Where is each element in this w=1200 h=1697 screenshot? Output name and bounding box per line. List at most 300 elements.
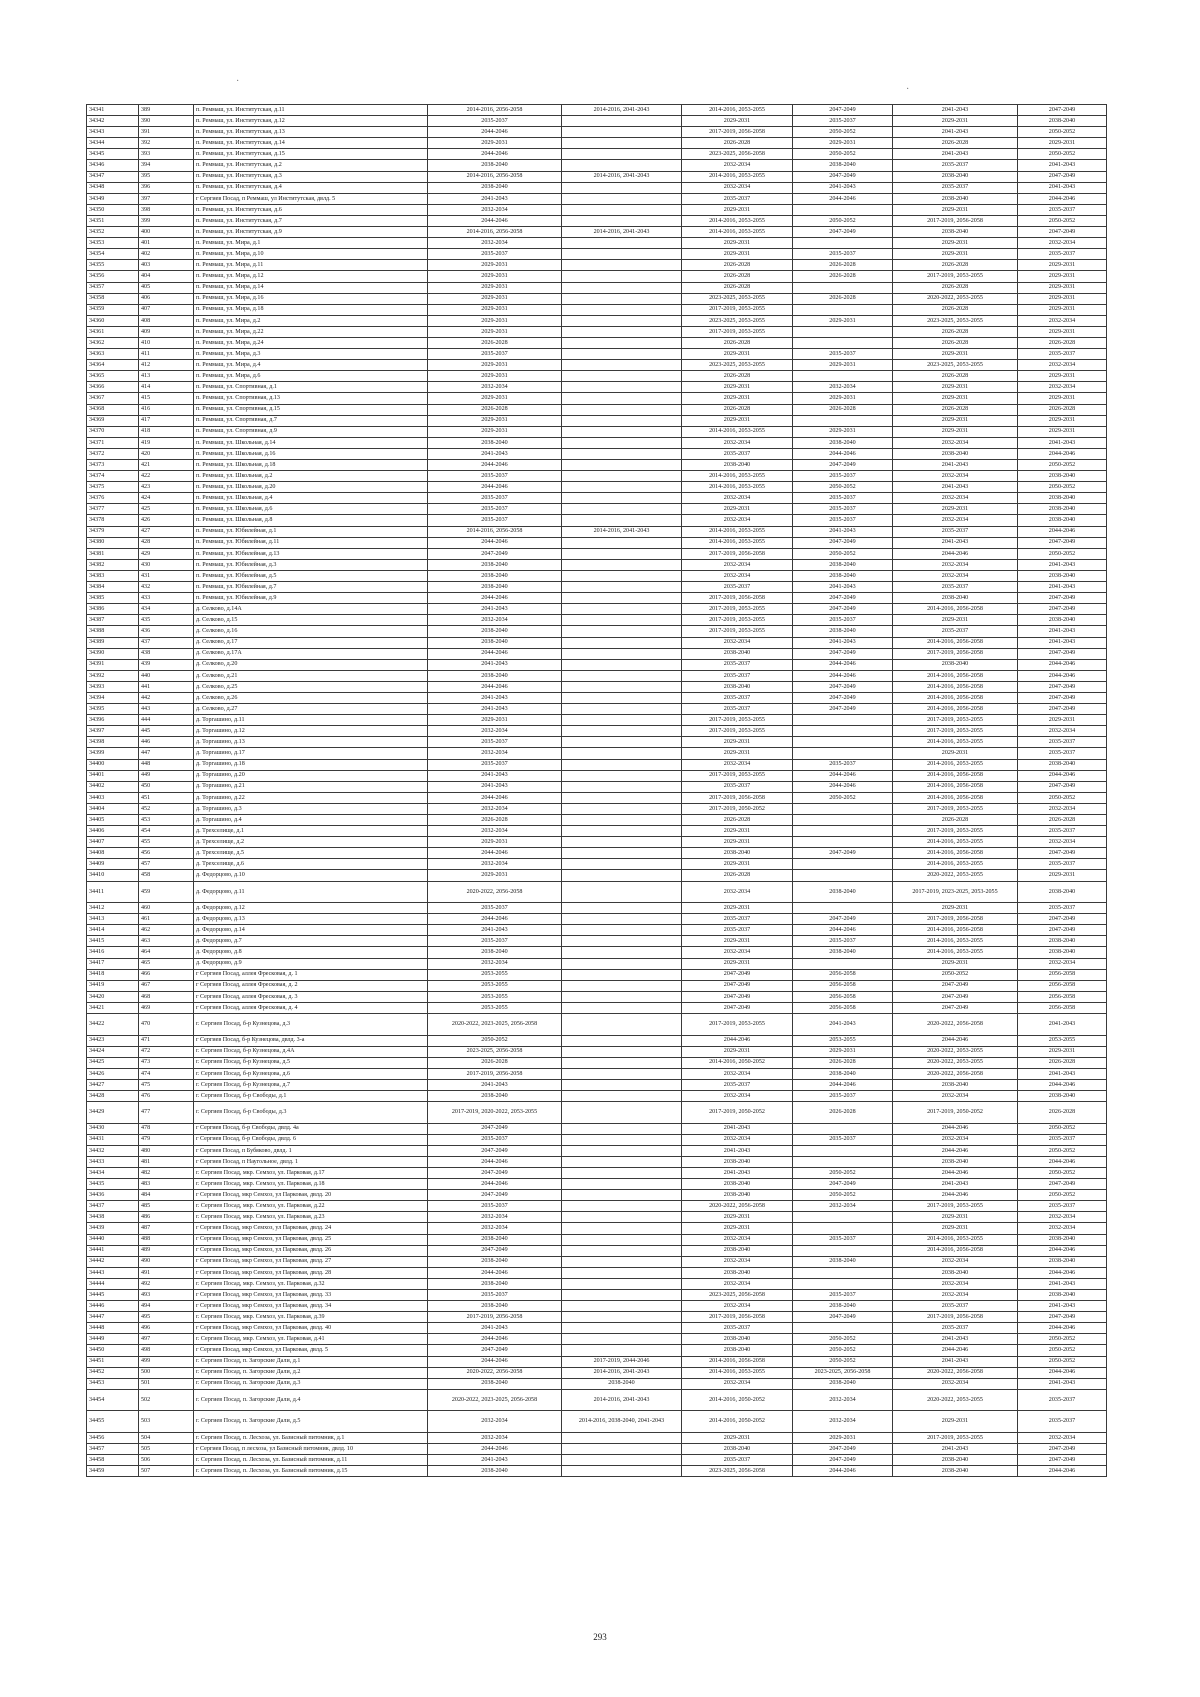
repair-period-cell-1: 2032-2034 — [428, 382, 562, 393]
row-number-cell: 467 — [139, 980, 194, 991]
address-cell: п. Реммаш, ул. Юбилейная, д.1 — [194, 526, 428, 537]
row-number-cell: 479 — [139, 1134, 194, 1145]
repair-period-cell-1: 2047-2049 — [428, 1145, 562, 1156]
repair-period-cell-2 — [562, 204, 682, 215]
row-number-cell: 395 — [139, 171, 194, 182]
repair-period-cell-2 — [562, 249, 682, 260]
row-id-cell: 34362 — [87, 337, 139, 348]
repair-period-cell-2 — [562, 637, 682, 648]
table-row — [87, 958, 1107, 969]
repair-period-cell-5: 2029-2031 — [893, 249, 1018, 260]
repair-period-cell-1: 2038-2040 — [428, 1256, 562, 1267]
row-number-cell: 442 — [139, 692, 194, 703]
row-id-cell: 34369 — [87, 415, 139, 426]
repair-period-cell-5: 2035-2037 — [893, 1323, 1018, 1334]
repair-period-cell-3: 2017-2019, 2053-2055 — [682, 304, 793, 315]
repair-period-cell-2 — [562, 870, 682, 881]
repair-period-cell-1: 2038-2040 — [428, 570, 562, 581]
row-id-cell: 34394 — [87, 692, 139, 703]
row-id-cell: 34449 — [87, 1334, 139, 1345]
repair-period-cell-2: 2014-2016, 2041-2043 — [562, 526, 682, 537]
repair-period-cell-1: 2038-2040 — [428, 637, 562, 648]
repair-period-cell-5: 2017-2019, 2053-2055 — [893, 1201, 1018, 1212]
repair-period-cell-5: 2032-2034 — [893, 1134, 1018, 1145]
repair-period-cell-6: 2044-2046 — [1018, 1367, 1107, 1378]
repair-period-cell-1: 2047-2049 — [428, 1123, 562, 1134]
repair-period-cell-1: 2050-2052 — [428, 1035, 562, 1046]
repair-period-cell-4: 2029-2031 — [793, 393, 893, 404]
repair-period-cell-2 — [562, 792, 682, 803]
repair-period-cell-1: 2032-2034 — [428, 1411, 562, 1433]
repair-period-cell-3: 2029-2031 — [682, 382, 793, 393]
row-id-cell: 34425 — [87, 1057, 139, 1068]
repair-period-cell-6: 2050-2052 — [1018, 482, 1107, 493]
repair-period-cell-5: 2014-2016, 2053-2055 — [893, 859, 1018, 870]
repair-period-cell-3: 2026-2028 — [682, 337, 793, 348]
row-number-cell: 402 — [139, 249, 194, 260]
row-id-cell: 34368 — [87, 404, 139, 415]
address-cell: д. Селково, д.14А — [194, 604, 428, 615]
table-row — [87, 593, 1107, 604]
address-cell: г Сергиев Посад, аллея Фресковая, д. 1 — [194, 969, 428, 980]
repair-period-cell-5: 2041-2043 — [893, 105, 1018, 116]
address-cell: п. Реммаш, ул. Школьная, д.6 — [194, 504, 428, 515]
row-number-cell: 480 — [139, 1145, 194, 1156]
repair-period-cell-1: 2026-2028 — [428, 815, 562, 826]
repair-period-cell-2 — [562, 182, 682, 193]
row-number-cell: 464 — [139, 947, 194, 958]
repair-period-cell-4: 2038-2040 — [793, 947, 893, 958]
repair-period-cell-1: 2029-2031 — [428, 315, 562, 326]
address-cell: п. Реммаш, ул. Мира, д.2 — [194, 315, 428, 326]
address-cell: г. Сергиев Посад, мкр. Семхоз, ул. Парковая, д.32 — [194, 1278, 428, 1289]
table-row — [87, 815, 1107, 826]
repair-period-cell-4: 2026-2028 — [793, 293, 893, 304]
repair-period-cell-6: 2056-2058 — [1018, 980, 1107, 991]
repair-period-cell-3: 2047-2049 — [682, 980, 793, 991]
repair-period-cell-2 — [562, 1102, 682, 1124]
repair-period-cell-1: 2029-2031 — [428, 282, 562, 293]
repair-period-cell-4: 2026-2028 — [793, 260, 893, 271]
repair-period-cell-2 — [562, 460, 682, 471]
repair-period-cell-4: 2035-2037 — [793, 515, 893, 526]
repair-period-cell-5: 2038-2040 — [893, 1466, 1018, 1477]
address-cell: д. Федорцово, д.11 — [194, 881, 428, 903]
row-number-cell: 397 — [139, 193, 194, 204]
repair-period-cell-6: 2035-2037 — [1018, 204, 1107, 215]
repair-period-cell-4: 2038-2040 — [793, 160, 893, 171]
address-cell: п. Реммаш, ул. Мира, д.22 — [194, 326, 428, 337]
repair-period-cell-6: 2029-2031 — [1018, 870, 1107, 881]
repair-period-cell-5: 2038-2040 — [893, 659, 1018, 670]
repair-period-cell-5: 2041-2043 — [893, 1179, 1018, 1190]
row-number-cell: 482 — [139, 1167, 194, 1178]
repair-period-cell-5: 2032-2034 — [893, 437, 1018, 448]
repair-period-cell-5: 2032-2034 — [893, 1278, 1018, 1289]
repair-period-cell-4: 2029-2031 — [793, 1432, 893, 1443]
row-id-cell: 34408 — [87, 848, 139, 859]
row-number-cell: 491 — [139, 1267, 194, 1278]
repair-period-cell-2: 2038-2040 — [562, 1378, 682, 1389]
repair-period-cell-2 — [562, 304, 682, 315]
row-number-cell: 471 — [139, 1035, 194, 1046]
repair-period-cell-6: 2032-2034 — [1018, 382, 1107, 393]
repair-period-cell-4: 2047-2049 — [793, 171, 893, 182]
repair-period-cell-6: 2029-2031 — [1018, 393, 1107, 404]
table-row — [87, 637, 1107, 648]
address-cell: г. Сергиев Посад, мкр. Семхоз, ул. Парковая, д.22 — [194, 1201, 428, 1212]
table-row — [87, 837, 1107, 848]
repair-period-cell-6: 2047-2049 — [1018, 593, 1107, 604]
repair-period-cell-4: 2035-2037 — [793, 249, 893, 260]
repair-period-cell-2 — [562, 215, 682, 226]
repair-period-cell-4 — [793, 870, 893, 881]
repair-period-cell-5: 2050-2052 — [893, 969, 1018, 980]
repair-period-cell-3: 2038-2040 — [682, 1245, 793, 1256]
repair-period-cell-4: 2050-2052 — [793, 1345, 893, 1356]
row-id-cell: 34414 — [87, 925, 139, 936]
row-number-cell: 407 — [139, 304, 194, 315]
row-id-cell: 34455 — [87, 1411, 139, 1433]
repair-period-cell-2 — [562, 393, 682, 404]
repair-period-cell-2 — [562, 160, 682, 171]
address-cell: д. Федорцово, д.13 — [194, 914, 428, 925]
repair-period-cell-5: 2014-2016, 2056-2058 — [893, 925, 1018, 936]
repair-period-cell-1: 2053-2055 — [428, 1002, 562, 1013]
table-row — [87, 1466, 1107, 1477]
repair-period-cell-6: 2029-2031 — [1018, 304, 1107, 315]
repair-period-cell-6: 2038-2040 — [1018, 570, 1107, 581]
row-number-cell: 458 — [139, 870, 194, 881]
row-number-cell: 439 — [139, 659, 194, 670]
repair-period-cell-1: 2035-2037 — [428, 249, 562, 260]
row-number-cell: 472 — [139, 1046, 194, 1057]
repair-period-cell-6: 2026-2028 — [1018, 1102, 1107, 1124]
repair-period-cell-6: 2029-2031 — [1018, 271, 1107, 282]
repair-period-cell-6: 2047-2049 — [1018, 1312, 1107, 1323]
repair-period-cell-3: 2023-2025, 2053-2055 — [682, 315, 793, 326]
address-cell: п. Реммаш, ул. Мира, д.11 — [194, 260, 428, 271]
row-id-cell: 34442 — [87, 1256, 139, 1267]
repair-period-cell-6: 2041-2043 — [1018, 182, 1107, 193]
repair-period-cell-5: 2017-2019, 2053-2055 — [893, 715, 1018, 726]
row-number-cell: 457 — [139, 859, 194, 870]
repair-period-cell-6: 2041-2043 — [1018, 1014, 1107, 1036]
address-cell: г Сергиев Посад, мкр Семхоз, ул Парковая, двлд. 34 — [194, 1301, 428, 1312]
row-id-cell: 34418 — [87, 969, 139, 980]
table-row — [87, 1234, 1107, 1245]
row-number-cell: 441 — [139, 681, 194, 692]
repair-period-cell-6: 2029-2031 — [1018, 326, 1107, 337]
repair-period-cell-3: 2035-2037 — [682, 659, 793, 670]
repair-period-cell-1: 2038-2040 — [428, 1301, 562, 1312]
repair-period-cell-5: 2020-2022, 2053-2055 — [893, 1057, 1018, 1068]
address-cell: г. Сергиев Посад, б-р Кузнецова, д.6 — [194, 1068, 428, 1079]
table-row — [87, 1190, 1107, 1201]
repair-period-cell-1: 2038-2040 — [428, 1090, 562, 1101]
repair-period-cell-4: 2035-2037 — [793, 759, 893, 770]
repair-period-cell-1: 2020-2022, 2023-2025, 2056-2058 — [428, 1014, 562, 1036]
repair-period-cell-5: 2044-2046 — [893, 1123, 1018, 1134]
repair-period-cell-4: 2056-2058 — [793, 980, 893, 991]
repair-period-cell-1: 2041-2043 — [428, 704, 562, 715]
row-id-cell: 34416 — [87, 947, 139, 958]
repair-period-cell-3: 2035-2037 — [682, 925, 793, 936]
row-number-cell: 422 — [139, 471, 194, 482]
address-cell: г Сергиев Посад, п Реммаш, ул Институтская, двлд. 5 — [194, 193, 428, 204]
repair-period-cell-1: 2047-2049 — [428, 548, 562, 559]
repair-period-cell-4: 2047-2049 — [793, 1455, 893, 1466]
row-number-cell: 470 — [139, 1014, 194, 1036]
row-number-cell: 432 — [139, 582, 194, 593]
repair-period-cell-3: 2014-2016, 2053-2055 — [682, 1367, 793, 1378]
repair-period-cell-3: 2029-2031 — [682, 249, 793, 260]
row-id-cell: 34431 — [87, 1134, 139, 1145]
row-number-cell: 465 — [139, 958, 194, 969]
repair-period-cell-6: 2044-2046 — [1018, 526, 1107, 537]
repair-period-cell-5: 2029-2031 — [893, 1212, 1018, 1223]
repair-period-cell-1: 2041-2043 — [428, 692, 562, 703]
repair-period-cell-6: 2044-2046 — [1018, 1079, 1107, 1090]
row-number-cell: 505 — [139, 1443, 194, 1454]
repair-period-cell-3: 2041-2043 — [682, 1145, 793, 1156]
repair-period-cell-2 — [562, 837, 682, 848]
address-cell: г Сергиев Посад, мкр Семхоз, ул Парковая, двлд. 24 — [194, 1223, 428, 1234]
repair-period-cell-3: 2017-2019, 2050-2052 — [682, 803, 793, 814]
repair-period-cell-3: 2023-2025, 2056-2058 — [682, 149, 793, 160]
row-number-cell: 488 — [139, 1234, 194, 1245]
row-id-cell: 34374 — [87, 471, 139, 482]
repair-period-cell-3: 2035-2037 — [682, 582, 793, 593]
repair-period-cell-1: 2044-2046 — [428, 648, 562, 659]
repair-period-cell-6: 2032-2034 — [1018, 315, 1107, 326]
row-id-cell: 34433 — [87, 1156, 139, 1167]
repair-period-cell-5: 2029-2031 — [893, 382, 1018, 393]
repair-period-cell-2: 2014-2016, 2038-2040, 2041-2043 — [562, 1411, 682, 1433]
repair-period-cell-2 — [562, 925, 682, 936]
repair-period-cell-3: 2023-2025, 2056-2058 — [682, 1466, 793, 1477]
table-row — [87, 1035, 1107, 1046]
table-row — [87, 881, 1107, 903]
repair-period-cell-2 — [562, 1002, 682, 1013]
repair-period-cell-6: 2035-2037 — [1018, 1389, 1107, 1411]
table-row — [87, 482, 1107, 493]
repair-period-cell-5: 2029-2031 — [893, 903, 1018, 914]
repair-period-cell-4: 2044-2046 — [793, 781, 893, 792]
repair-period-cell-2 — [562, 626, 682, 637]
repair-period-cell-5: 2017-2019, 2056-2058 — [893, 1312, 1018, 1323]
table-row — [87, 116, 1107, 127]
repair-period-cell-6: 2041-2043 — [1018, 1278, 1107, 1289]
repair-period-cell-1: 2035-2037 — [428, 471, 562, 482]
address-cell: п. Реммаш, ул. Школьная, д.2 — [194, 471, 428, 482]
repair-period-cell-6: 2032-2034 — [1018, 837, 1107, 848]
repair-period-cell-6: 2050-2052 — [1018, 460, 1107, 471]
row-id-cell: 34341 — [87, 105, 139, 116]
row-number-cell: 451 — [139, 792, 194, 803]
repair-period-cell-2 — [562, 859, 682, 870]
row-number-cell: 428 — [139, 537, 194, 548]
repair-period-cell-2 — [562, 914, 682, 925]
repair-period-cell-5: 2014-2016, 2056-2058 — [893, 781, 1018, 792]
repair-period-cell-1: 2041-2043 — [428, 604, 562, 615]
repair-period-cell-1: 2044-2046 — [428, 482, 562, 493]
repair-period-cell-5: 2017-2019, 2053-2055 — [893, 803, 1018, 814]
row-id-cell: 34440 — [87, 1234, 139, 1245]
repair-period-cell-4: 2047-2049 — [793, 460, 893, 471]
repair-period-cell-3: 2035-2037 — [682, 1455, 793, 1466]
repair-period-cell-5: 2029-2031 — [893, 116, 1018, 127]
repair-period-cell-1: 2038-2040 — [428, 670, 562, 681]
repair-period-cell-5: 2026-2028 — [893, 371, 1018, 382]
row-number-cell: 437 — [139, 637, 194, 648]
row-number-cell: 474 — [139, 1068, 194, 1079]
table-row — [87, 781, 1107, 792]
repair-period-cell-1: 2038-2040 — [428, 582, 562, 593]
repair-period-cell-4 — [793, 958, 893, 969]
repair-period-cell-4 — [793, 282, 893, 293]
row-id-cell: 34366 — [87, 382, 139, 393]
address-cell: п. Реммаш, ул. Спортивная, д.9 — [194, 426, 428, 437]
row-id-cell: 34415 — [87, 936, 139, 947]
repair-period-cell-4: 2026-2028 — [793, 404, 893, 415]
repair-period-cell-4: 2044-2046 — [793, 448, 893, 459]
row-number-cell: 484 — [139, 1190, 194, 1201]
table-row — [87, 238, 1107, 249]
repair-period-cell-5: 2032-2034 — [893, 1256, 1018, 1267]
repair-period-cell-5: 2017-2019, 2056-2058 — [893, 648, 1018, 659]
repair-period-cell-5: 2035-2037 — [893, 582, 1018, 593]
repair-period-cell-2 — [562, 615, 682, 626]
row-id-cell: 34347 — [87, 171, 139, 182]
repair-period-cell-3: 2032-2034 — [682, 1278, 793, 1289]
address-cell: д. Федорцово, д.10 — [194, 870, 428, 881]
repair-period-cell-4: 2056-2058 — [793, 1002, 893, 1013]
row-number-cell: 426 — [139, 515, 194, 526]
repair-period-cell-3: 2014-2016, 2053-2055 — [682, 171, 793, 182]
row-id-cell: 34393 — [87, 681, 139, 692]
repair-period-cell-2 — [562, 593, 682, 604]
repair-period-cell-5: 2026-2028 — [893, 260, 1018, 271]
repair-period-cell-5: 2014-2016, 2056-2058 — [893, 604, 1018, 615]
table-row — [87, 182, 1107, 193]
repair-period-cell-5: 2035-2037 — [893, 526, 1018, 537]
repair-period-cell-3: 2029-2031 — [682, 936, 793, 947]
table-row — [87, 748, 1107, 759]
repair-period-cell-1: 2035-2037 — [428, 936, 562, 947]
repair-period-cell-1: 2020-2022, 2056-2058 — [428, 1367, 562, 1378]
address-cell: п. Реммаш, ул. Институтская, д.6 — [194, 204, 428, 215]
address-cell: д. Селково, д.15 — [194, 615, 428, 626]
table-row — [87, 770, 1107, 781]
repair-period-cell-2 — [562, 1334, 682, 1345]
table-row — [87, 460, 1107, 471]
repair-period-cell-3: 2029-2031 — [682, 349, 793, 360]
repair-period-cell-3: 2017-2019, 2056-2058 — [682, 127, 793, 138]
repair-period-cell-2 — [562, 1345, 682, 1356]
row-id-cell: 34379 — [87, 526, 139, 537]
table-row — [87, 282, 1107, 293]
address-cell: г Сергиев Посад, мкр Семхоз, ул Парковая, двлд. 40 — [194, 1323, 428, 1334]
repair-period-cell-1: 2038-2040 — [428, 1234, 562, 1245]
table-row — [87, 493, 1107, 504]
repair-period-cell-5: 2014-2016, 2053-2055 — [893, 837, 1018, 848]
repair-period-cell-5: 2020-2022, 2056-2058 — [893, 1367, 1018, 1378]
repair-period-cell-2 — [562, 1278, 682, 1289]
table-row — [87, 215, 1107, 226]
repair-period-cell-3: 2026-2028 — [682, 371, 793, 382]
repair-period-cell-5: 2023-2025, 2053-2055 — [893, 360, 1018, 371]
repair-period-cell-5: 2029-2031 — [893, 1223, 1018, 1234]
row-number-cell: 420 — [139, 448, 194, 459]
table-row — [87, 1123, 1107, 1134]
repair-period-cell-1: 2014-2016, 2056-2058 — [428, 105, 562, 116]
repair-period-cell-6: 2044-2046 — [1018, 1466, 1107, 1477]
repair-period-cell-3: 2035-2037 — [682, 1079, 793, 1090]
repair-period-cell-2 — [562, 1046, 682, 1057]
repair-period-cell-4 — [793, 1278, 893, 1289]
repair-period-cell-5: 2026-2028 — [893, 337, 1018, 348]
repair-period-cell-6: 2032-2034 — [1018, 1212, 1107, 1223]
address-cell: г. Сергиев Посад, мкр. Семхоз, ул. Парковая, д.39 — [194, 1312, 428, 1323]
row-number-cell: 456 — [139, 848, 194, 859]
repair-period-cell-5: 2023-2025, 2053-2055 — [893, 315, 1018, 326]
repair-period-cell-1: 2044-2046 — [428, 681, 562, 692]
repair-period-cell-4: 2041-2043 — [793, 182, 893, 193]
repair-period-cell-2 — [562, 648, 682, 659]
repair-period-cell-4: 2041-2043 — [793, 637, 893, 648]
row-id-cell: 34447 — [87, 1312, 139, 1323]
row-number-cell: 502 — [139, 1389, 194, 1411]
table-row — [87, 803, 1107, 814]
repair-period-cell-1: 2032-2034 — [428, 748, 562, 759]
address-cell: г Сергиев Посад, б-р Свободы, двлд. 4а — [194, 1123, 428, 1134]
repair-period-cell-4: 2041-2043 — [793, 582, 893, 593]
repair-period-cell-1: 2032-2034 — [428, 238, 562, 249]
repair-period-cell-3: 2029-2031 — [682, 859, 793, 870]
row-number-cell: 490 — [139, 1256, 194, 1267]
repair-period-cell-6: 2056-2058 — [1018, 1002, 1107, 1013]
repair-period-cell-3: 2014-2016, 2053-2055 — [682, 215, 793, 226]
repair-period-cell-3: 2038-2040 — [682, 1334, 793, 1345]
repair-period-cell-4: 2035-2037 — [793, 471, 893, 482]
repair-period-cell-6: 2041-2043 — [1018, 626, 1107, 637]
row-number-cell: 492 — [139, 1278, 194, 1289]
address-cell: п. Реммаш, ул. Институтская, д.14 — [194, 138, 428, 149]
row-number-cell: 425 — [139, 504, 194, 515]
repair-period-cell-6: 2047-2049 — [1018, 848, 1107, 859]
repair-period-cell-3: 2032-2034 — [682, 182, 793, 193]
repair-period-cell-4: 2038-2040 — [793, 1068, 893, 1079]
table-row — [87, 826, 1107, 837]
address-cell: д. Торгашино, д.17 — [194, 748, 428, 759]
table-row — [87, 537, 1107, 548]
row-id-cell: 34384 — [87, 582, 139, 593]
repair-period-cell-3: 2035-2037 — [682, 1323, 793, 1334]
repair-period-cell-4: 2041-2043 — [793, 1014, 893, 1036]
repair-period-cell-3: 2035-2037 — [682, 448, 793, 459]
repair-period-cell-3: 2035-2037 — [682, 781, 793, 792]
row-id-cell: 34409 — [87, 859, 139, 870]
table-row — [87, 127, 1107, 138]
repair-period-cell-1: 2029-2031 — [428, 260, 562, 271]
row-number-cell: 475 — [139, 1079, 194, 1090]
repair-period-cell-4: 2038-2040 — [793, 1378, 893, 1389]
repair-period-cell-4: 2047-2049 — [793, 848, 893, 859]
row-number-cell: 455 — [139, 837, 194, 848]
table-row — [87, 1432, 1107, 1443]
repair-period-cell-5: 2038-2040 — [893, 448, 1018, 459]
